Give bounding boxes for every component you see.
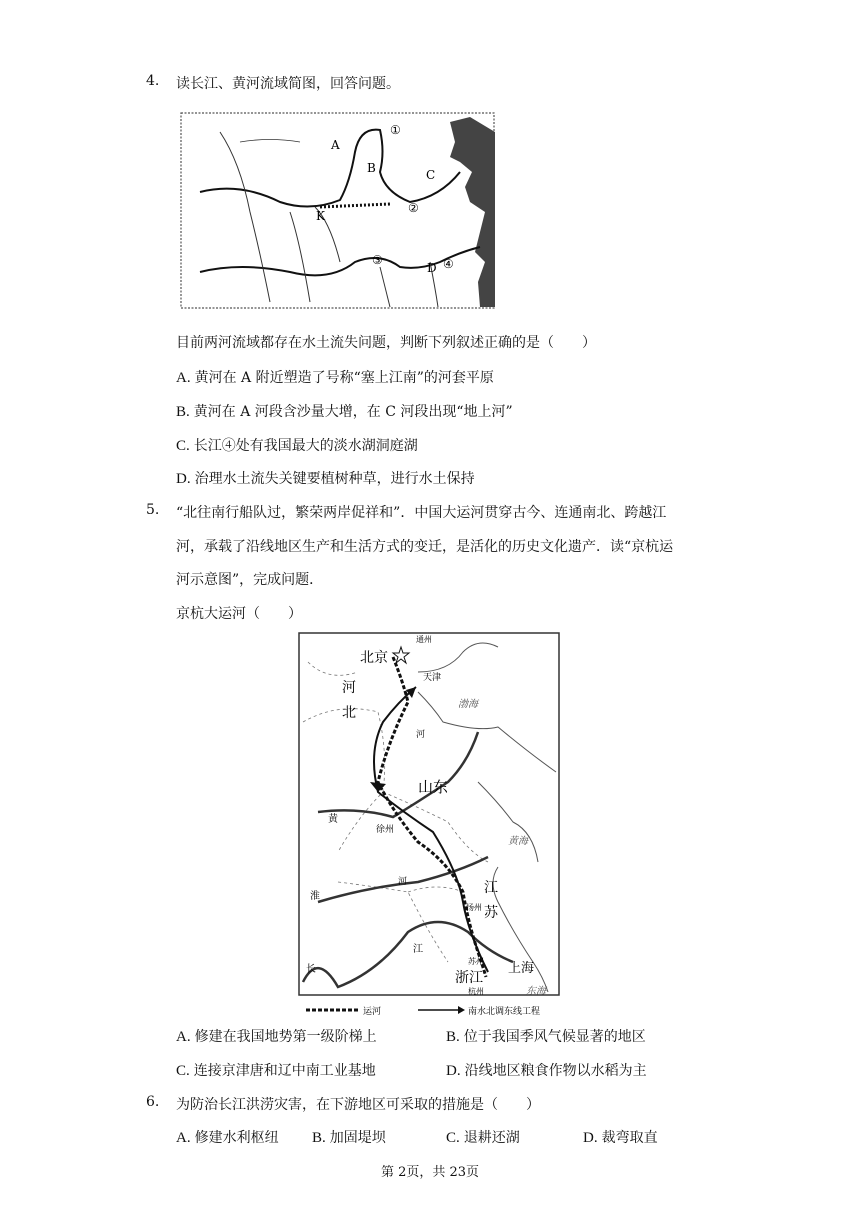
q6-option-c-letter: C.: [446, 1130, 460, 1146]
map2-jiangsu-1: 江: [484, 880, 498, 896]
map2-tongzhou: 通州: [416, 635, 432, 644]
map2-bohai: 渤海: [458, 699, 478, 710]
q6-stem: 为防治长江洪涝灾害，在下游地区可采取的措施是（ ）: [176, 1097, 540, 1113]
q5-option-d[interactable]: [446, 1060, 647, 1080]
q4-number: 4.: [146, 73, 160, 89]
map2-legend-canal: 运河: [363, 1007, 382, 1017]
q6-number: 6.: [146, 1094, 160, 1110]
q4-option-d[interactable]: [176, 468, 475, 488]
q4-option-b[interactable]: [176, 401, 513, 421]
q5-option-d-letter: D.: [446, 1063, 461, 1079]
map2-donghai: 东海: [526, 986, 546, 997]
map1-label-4: ④: [443, 257, 454, 271]
q5-option-a[interactable]: [176, 1026, 377, 1046]
q6-option-d-text: 裁弯取直: [601, 1130, 658, 1146]
q4-stem: 读长江、黄河流域简图，回答问题。: [176, 76, 400, 92]
q6-option-a[interactable]: [176, 1127, 279, 1147]
q4-option-a-text: 黄河在 A 附近塑造了号称“塞上江南”的河套平原: [194, 370, 494, 386]
map2-beijing: 北京: [360, 650, 388, 666]
map2-huang: 黄: [328, 814, 338, 825]
q5-question: 京杭大运河（ ）: [176, 606, 302, 622]
q5-number: 5.: [146, 502, 160, 518]
map2-zhejiang: 浙江: [455, 970, 483, 986]
map2-huai: 淮: [310, 891, 320, 902]
q4-option-a-letter: A.: [176, 370, 191, 386]
map1-label-3: ③: [372, 253, 383, 267]
map2-hangzhou: 杭州: [468, 987, 484, 996]
q5-option-c-letter: C.: [176, 1063, 190, 1079]
q4-option-c-letter: C.: [176, 438, 190, 454]
q5-option-c-text: 连接京津唐和辽中南工业基地: [193, 1063, 376, 1079]
q5-option-a-text: 修建在我国地势第一级阶梯上: [194, 1029, 377, 1045]
page-footer: 第 2页，共 23页: [380, 1165, 480, 1180]
map2-huanghai: 黄海: [508, 836, 528, 847]
q4-option-d-letter: D.: [176, 471, 191, 487]
q5-option-b-letter: B.: [446, 1029, 460, 1045]
map1-label-c: C: [426, 168, 436, 182]
map2-shandong: 山东: [418, 778, 449, 796]
map2-xuzhou: 徐州: [376, 825, 395, 835]
q4-option-d-text: 治理水土流失关键要植树种草，进行水土保持: [194, 471, 475, 487]
map2-he-2: 河: [398, 877, 408, 887]
q6-option-b-letter: B.: [312, 1130, 326, 1146]
q6-option-d[interactable]: [583, 1127, 658, 1147]
q5-option-b-text: 位于我国季风气候显著的地区: [463, 1029, 646, 1045]
q4-option-b-letter: B.: [176, 404, 190, 420]
map2-jiangsu-2: 苏: [484, 905, 498, 921]
q5-option-c[interactable]: [176, 1060, 376, 1080]
yangtze-yellow-river-map: [180, 112, 495, 309]
q5-line-2: 河，承载了沿线地区生产和生活方式的变迁，是活化的历史文化遗产．读“京杭运: [176, 539, 674, 555]
map2-hebei-1: 河: [342, 680, 356, 696]
q5-line-1: “北往南行船队过，繁荣两岸促祥和”．中国大运河贯穿古今、连通南北、跨越江: [176, 505, 667, 521]
map2-suzhou: 苏州: [468, 957, 484, 966]
map1-label-d: D: [427, 261, 437, 275]
q6-option-b-text: 加固堤坝: [329, 1130, 386, 1146]
q4-option-c-text: 长江④处有我国最大的淡水湖洞庭湖: [193, 438, 418, 454]
map2-jiang: 江: [413, 944, 423, 955]
map2-tianjin: 天津: [423, 673, 442, 683]
grand-canal-map: [298, 632, 560, 1024]
q4-option-b-text: 黄河在 A 河段含沙量大增，在 C 河段出现“地上河”: [193, 404, 513, 420]
q6-option-b[interactable]: [312, 1127, 386, 1147]
q5-option-a-letter: A.: [176, 1029, 191, 1045]
map1-label-2: ②: [408, 201, 419, 215]
map2-yangzhou: 扬州: [466, 903, 482, 912]
q5-option-b[interactable]: [446, 1026, 646, 1046]
map2-shanghai: 上海: [508, 961, 535, 976]
q6-option-a-letter: A.: [176, 1130, 191, 1146]
map2-chang: 长: [306, 964, 316, 975]
q4-option-a[interactable]: [176, 367, 494, 387]
q5-line-3: 河示意图”，完成问题．: [176, 572, 324, 588]
q6-option-c-text: 退耕还湖: [463, 1130, 520, 1146]
map2-hebei-2: 北: [342, 705, 356, 721]
map1-label-a: A: [331, 138, 340, 152]
map1-label-1: ①: [390, 123, 401, 137]
q4-question: 目前两河流域都存在水土流失问题，判断下列叙述正确的是（ ）: [176, 335, 596, 351]
map2-he-1: 河: [416, 730, 426, 740]
q5-option-d-text: 沿线地区粮食作物以水稻为主: [464, 1063, 647, 1079]
map2-legend-route: 南水北调东线工程: [468, 1007, 541, 1017]
q6-option-a-text: 修建水利枢纽: [194, 1130, 279, 1146]
q6-option-d-letter: D.: [583, 1130, 598, 1146]
map1-label-b: B: [367, 161, 376, 175]
map1-label-k: K: [316, 209, 325, 223]
q4-option-c[interactable]: [176, 435, 418, 455]
q6-option-c[interactable]: [446, 1127, 520, 1147]
